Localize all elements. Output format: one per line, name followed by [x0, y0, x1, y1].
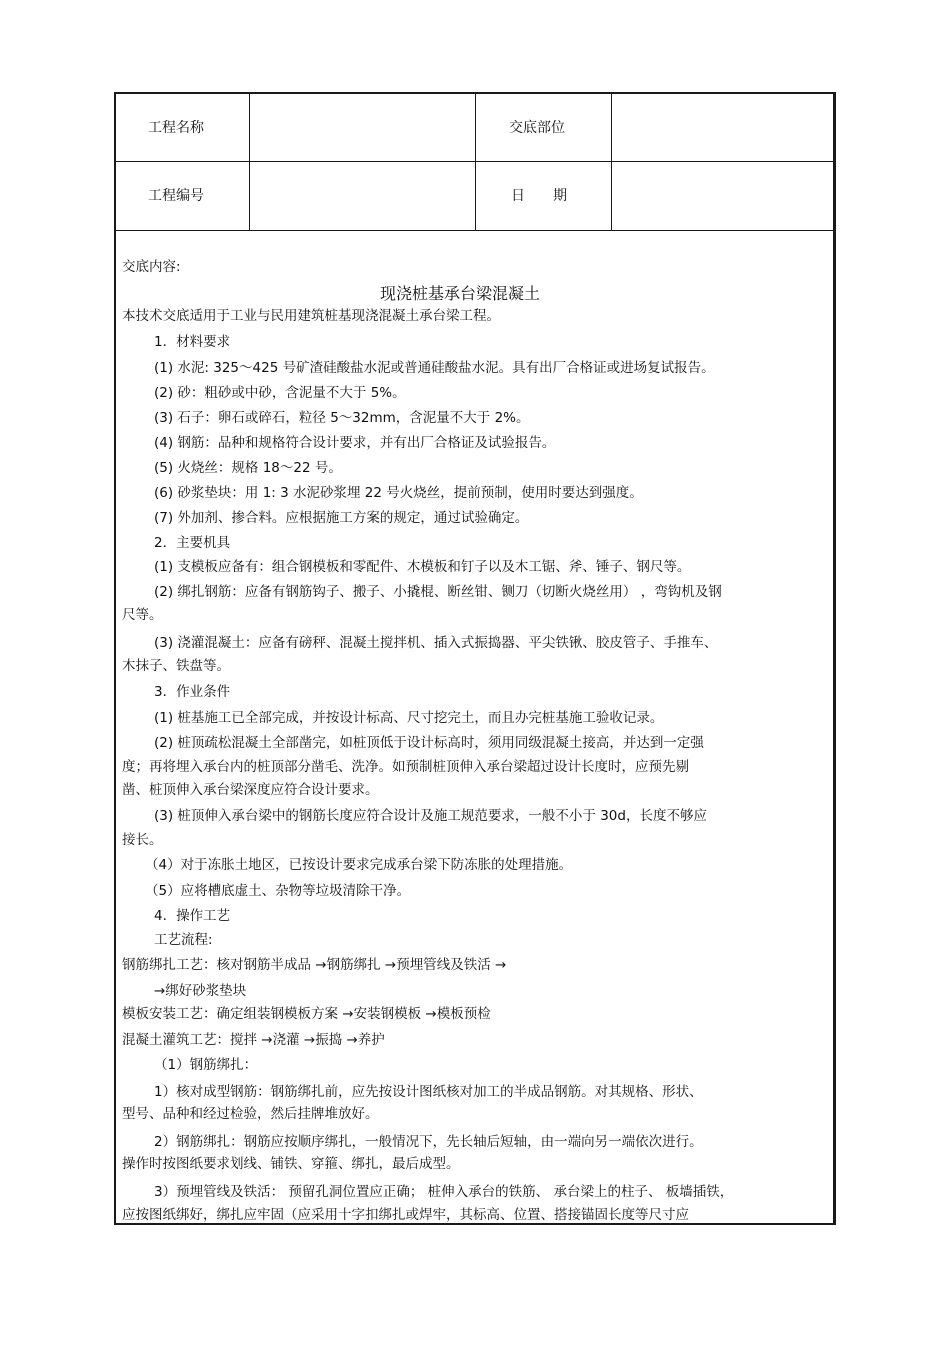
body-line: 模板安装工艺：确定组装钢模板方案 →安装钢模板 →模板预检 [122, 1006, 491, 1022]
body-line: 钢筋绑扎工艺：核对钢筋半成品 →钢筋绑扎 →预埋管线及铁活 → [122, 957, 507, 973]
body-line: →绑好砂浆垫块 [154, 983, 247, 999]
body-line: (1) 桩基施工已全部完成，并按设计标高、尺寸挖完土，而且办完桩基施工验收记录。 [154, 710, 664, 726]
body-line: 4．操作工艺 [154, 908, 231, 924]
handover-part-label: 交底部位 [509, 120, 565, 136]
body-line: （4）对于冻胀土地区，已按设计要求完成承台梁下防冻胀的处理措施。 [145, 857, 573, 873]
project-name-value[interactable] [260, 117, 465, 137]
body-line: 本技术交底适用于工业与民用建筑桩基现浇混凝土承台梁工程。 [122, 308, 500, 324]
body-line: 混凝土灌筑工艺：搅拌 →浇灌 →振捣 →养护 [122, 1032, 385, 1048]
project-name-label: 工程名称 [148, 120, 204, 136]
body-line: 工艺流程: [154, 932, 213, 948]
body-line: (3) 石子：卵石或碎石，粒径 5～32mm，含泥量不大于 2%。 [154, 410, 530, 426]
document-title: 现浇桩基承台梁混凝土 [380, 284, 541, 303]
body-line: 1．材料要求 [154, 334, 231, 350]
body-line: 3．作业条件 [154, 684, 231, 700]
col-divider-1 [249, 92, 250, 231]
body-line: (2) 砂：粗砂或中砂，含泥量不大于 5%。 [154, 385, 406, 401]
body-line: （5）应将槽底虚土、杂物等垃圾清除干净。 [145, 883, 411, 899]
project-no-label: 工程编号 [148, 188, 204, 204]
body-line: (3) 桩顶伸入承台梁中的钢筋长度应符合设计及施工规范要求，一般不小于 30d，长度不够应 [154, 808, 707, 824]
body-line: 接长。 [122, 832, 163, 848]
body-line: 1）核对成型钢筋：钢筋绑扎前，应先按设计图纸核对加工的半成品钢筋。对其规格、形状、 [154, 1084, 703, 1100]
body-line: (6) 砂浆垫块：用 1: 3 水泥砂浆埋 22 号火烧丝，提前预制，使用时要达到强度。 [154, 485, 643, 501]
col-divider-3 [611, 92, 612, 231]
body-line: (1) 支模板应备有：组合钢模板和零配件、木模板和钉子以及木工锯、斧、锤子、钢尺等。 [154, 559, 691, 575]
body-line: (2) 绑扎钢筋：应备有钢筋钩子、搬子、小撬棍、断丝钳、铡刀（切断火烧丝用） ，弯钩机及钢 [154, 584, 722, 600]
handover-part-value[interactable] [622, 117, 827, 137]
body-line: (1) 水泥: 325～425 号矿渣硅酸盐水泥或普通硅酸盐水泥。具有出厂合格证或进场复试报告。 [154, 360, 715, 376]
body-line: (3) 浇灌混凝土：应备有磅秤、混凝土搅拌机、插入式振捣器、平尖铁锹、胶皮管子、手推车、 [154, 635, 718, 651]
body-line: 应按图纸绑好，绑扎应牢固（应采用十字扣绑扎或焊牢，其标高、位置、搭接锚固长度等尺寸应 [122, 1207, 689, 1223]
body-line: 木抹子、铁盘等。 [122, 658, 230, 674]
body-line: 3）预埋管线及铁活： 预留孔洞位置应正确； 桩伸入承台的铁筋、 承台梁上的柱子、 板墙插铁， [154, 1184, 734, 1200]
body-line: 尺等。 [122, 607, 163, 623]
body-line: 凿、桩顶伸入承台梁深度应符合设计要求。 [122, 782, 379, 798]
body-line: 操作时按图纸要求划线、铺铁、穿箍、绑扎，最后成型。 [122, 1156, 460, 1172]
col-divider-2 [475, 92, 476, 231]
body-line: (4) 钢筋：品种和规格符合设计要求，并有出厂合格证及试验报告。 [154, 435, 556, 451]
body-line: 2．主要机具 [154, 535, 231, 551]
body-line: 型号、品种和经过检验，然后挂牌堆放好。 [122, 1106, 379, 1122]
content-label: 交底内容: [122, 259, 181, 275]
body-line: 2）钢筋绑扎：钢筋应按顺序绑扎，一般情况下，先长轴后短轴，由一端向另一端依次进行。 [154, 1134, 703, 1150]
date-value[interactable] [622, 185, 827, 205]
body-line: 度；再将埋入承台内的桩顶部分凿毛、洗净。如预制桩顶伸入承台梁超过设计长度时，应预先剔 [122, 759, 689, 775]
body-line: (5) 火烧丝：规格 18～22 号。 [154, 460, 342, 476]
date-label: 日 期 [511, 188, 567, 204]
body-line: (7) 外加剂、掺合料。应根据施工方案的规定，通过试验确定。 [154, 510, 529, 526]
body-line: （1）钢筋绑扎： [154, 1057, 258, 1073]
project-no-value[interactable] [260, 185, 465, 205]
body-line: (2) 桩顶疏松混凝土全部凿完，如桩顶低于设计标高时，须用同级混凝土接高，并达到一定强 [154, 735, 704, 751]
